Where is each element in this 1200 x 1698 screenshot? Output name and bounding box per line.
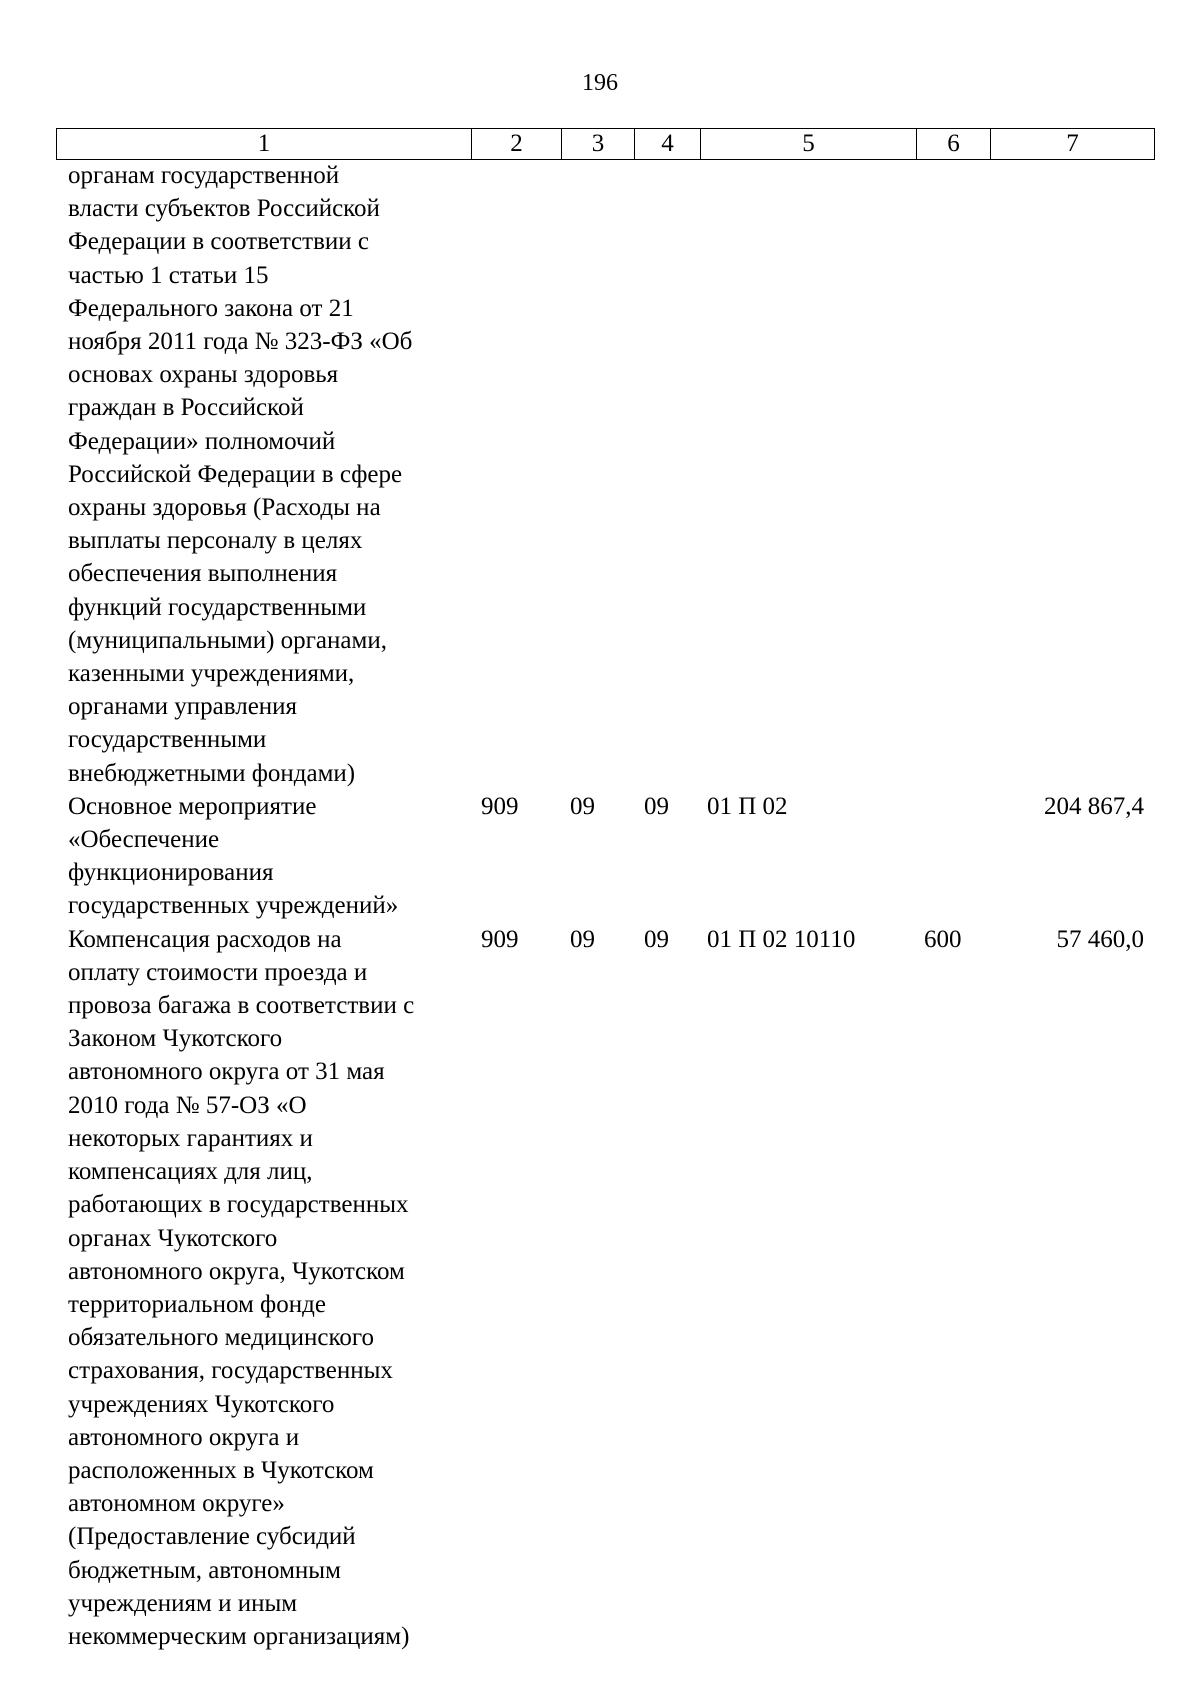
cell-col-2: 909 <box>481 792 519 820</box>
description-line: компенсациях для лиц, <box>68 1158 313 1186</box>
cell-col-3: 09 <box>570 925 595 953</box>
description-line: основах охраны здоровья <box>68 361 339 389</box>
table-row <box>0 159 1200 790</box>
description-line: «Обеспечение <box>68 826 220 854</box>
description-line: расположенных в Чукотском <box>68 1456 374 1484</box>
header-col-7: 7 <box>991 129 1155 160</box>
cell-col-4: 09 <box>644 792 669 820</box>
description-line: территориальном фонде <box>68 1290 326 1318</box>
description-line: оплату стоимости проезда и <box>68 958 368 986</box>
table-row <box>0 923 1200 1653</box>
description-line: бюджетным, автономным <box>68 1556 341 1584</box>
description-line: функций государственными <box>68 593 367 621</box>
description-line: Федерации» полномочий <box>68 427 336 455</box>
cell-col-5: 01 П 02 10110 <box>707 925 856 953</box>
description-line: страхования, государственных <box>68 1357 393 1385</box>
table-header <box>56 128 1155 160</box>
row-description <box>68 923 468 1653</box>
description-line: (муниципальными) органами, <box>68 626 387 654</box>
description-line: Компенсация расходов на <box>68 925 342 953</box>
cell-col-4: 09 <box>644 925 669 953</box>
description-line: учреждениям и иным <box>68 1589 298 1617</box>
row-description <box>68 159 468 790</box>
description-line: Российской Федерации в сфере <box>68 460 403 488</box>
description-line: Федерального закона от 21 <box>68 294 354 322</box>
description-line: Основное мероприятие <box>68 792 317 820</box>
description-line: автономного округа от 31 мая <box>68 1058 385 1086</box>
header-col-2: 2 <box>472 129 562 160</box>
header-col-4: 4 <box>635 129 701 160</box>
header-col-5: 5 <box>701 129 917 160</box>
cell-col-3: 09 <box>570 792 595 820</box>
description-line: выплаты персоналу в целях <box>68 527 363 555</box>
description-line: автономного округа и <box>68 1423 300 1451</box>
table-row <box>0 790 1200 923</box>
description-line: работающих в государственных <box>68 1191 409 1219</box>
cell-col-7: 204 867,4 <box>1044 792 1144 820</box>
description-line: органам государственной <box>68 162 340 189</box>
description-line: граждан в Российской <box>68 394 304 422</box>
description-line: провоза багажа в соответствии с <box>68 992 415 1020</box>
description-line: некоммерческим организациям) <box>68 1622 410 1650</box>
header-col-1: 1 <box>57 129 472 160</box>
cell-col-2: 909 <box>481 925 519 953</box>
description-line: автономном округе» <box>68 1490 285 1518</box>
description-line: (Предоставление субсидий <box>68 1523 356 1551</box>
description-line: органами управления <box>68 693 298 721</box>
description-line: обеспечения выполнения <box>68 560 338 588</box>
description-line: частью 1 статьи 15 <box>68 261 269 289</box>
description-line: ноября 2011 года № 323-ФЗ «Об <box>68 328 413 356</box>
description-line: Федерации в соответствии с <box>68 228 369 256</box>
description-line: некоторых гарантиях и <box>68 1124 313 1152</box>
description-line: Законом Чукотского <box>68 1025 283 1053</box>
cell-col-7: 57 460,0 <box>1056 925 1144 953</box>
description-line: обязательного медицинского <box>68 1324 375 1352</box>
description-line: государственными <box>68 726 267 754</box>
cell-col-6: 600 <box>924 925 962 953</box>
table-body <box>0 159 1200 1653</box>
description-line: органах Чукотского <box>68 1224 278 1252</box>
description-line: власти субъектов Российской <box>68 195 380 223</box>
row-description <box>68 790 468 923</box>
description-line: учреждениях Чукотского <box>68 1390 335 1418</box>
description-line: государственных учреждений» <box>68 892 399 920</box>
description-line: автономного округа, Чукотском <box>68 1257 405 1285</box>
header-col-6: 6 <box>917 129 991 160</box>
description-line: казенными учреждениями, <box>68 660 355 688</box>
header-col-3: 3 <box>562 129 635 160</box>
description-line: 2010 года № 57-ОЗ «О <box>68 1091 307 1119</box>
description-line: функционирования <box>68 859 274 887</box>
description-line: охраны здоровья (Расходы на <box>68 494 381 522</box>
cell-col-5: 01 П 02 <box>707 792 788 820</box>
description-line: внебюджетными фондами) <box>68 759 356 787</box>
page-number: 196 <box>582 70 618 96</box>
